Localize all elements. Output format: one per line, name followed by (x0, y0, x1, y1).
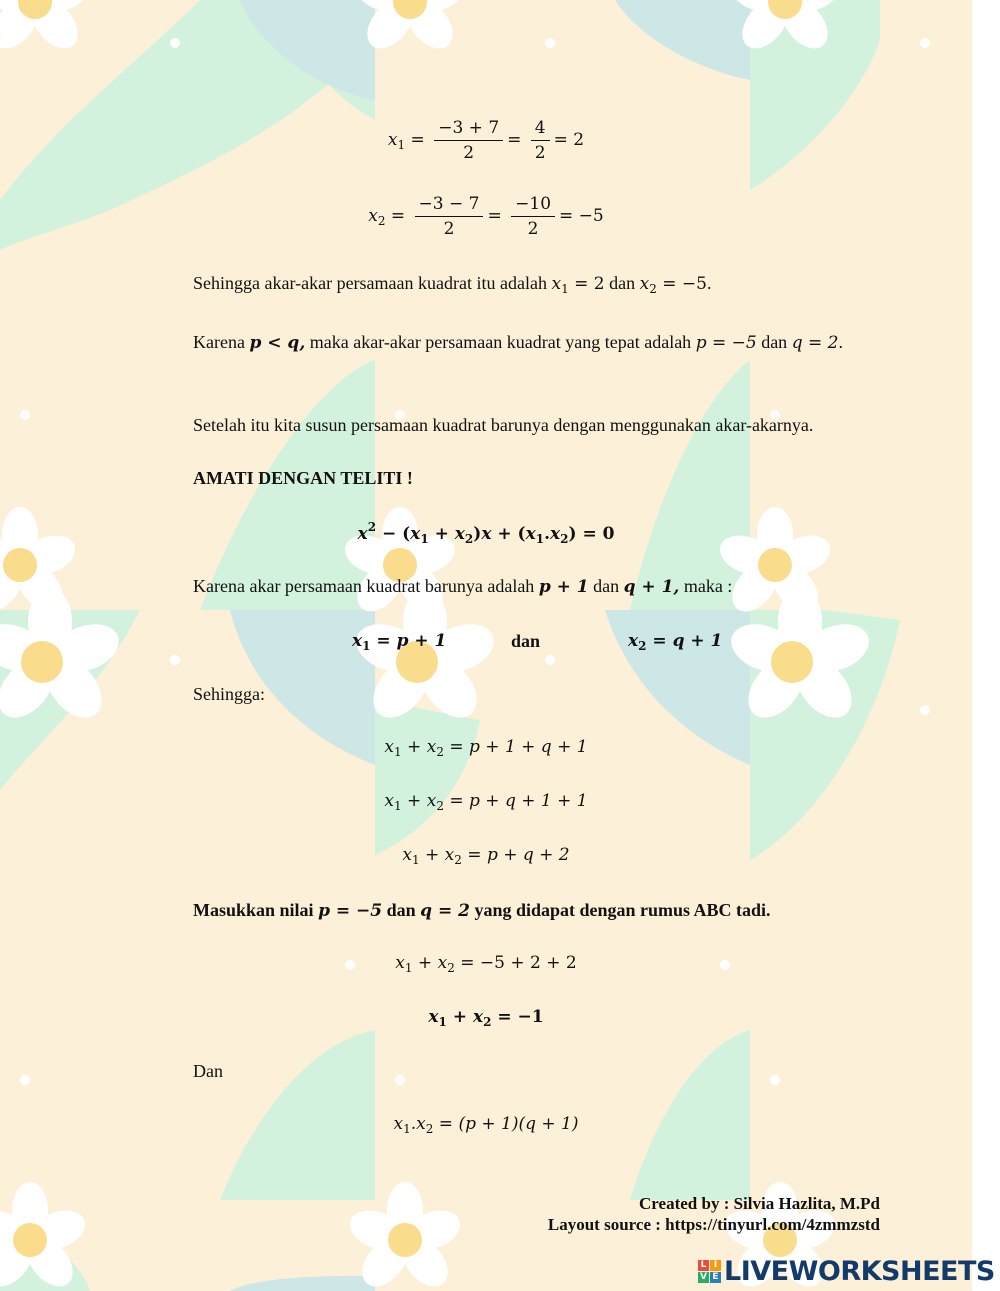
op: + ( (491, 524, 526, 544)
fraction (531, 118, 550, 163)
var: x (393, 1114, 404, 1134)
numerator: −10 (511, 194, 555, 217)
op: + (419, 845, 445, 865)
var: x (402, 845, 412, 865)
subscript: 2 (454, 853, 462, 867)
rhs: = −5 + 2 + 2 (454, 953, 577, 973)
var: x (384, 791, 395, 811)
numerator: −3 − 7 (415, 194, 484, 217)
rhs: = p + 1 + q + 1 (443, 737, 588, 757)
product-line (0, 1114, 972, 1136)
text: maka : (679, 576, 733, 596)
paragraph-condition (193, 325, 880, 360)
heading: AMATI DENGAN TELITI ! (193, 468, 413, 488)
subscript: 1 (411, 853, 420, 867)
fraction (511, 194, 555, 239)
subscript: 2 (436, 745, 444, 759)
text: . (706, 273, 712, 293)
credit-author: Created by : Silvia Hazlita, M.Pd (639, 1194, 880, 1213)
var: x (628, 631, 639, 651)
logo-block: V (698, 1272, 709, 1283)
var: x (384, 737, 395, 757)
subscript: 2 (560, 532, 569, 546)
credits (548, 1193, 880, 1235)
result: = −5 (559, 206, 604, 226)
subscript: 2 (483, 1015, 492, 1029)
denominator: 2 (534, 143, 546, 163)
subscript: 1 (394, 745, 402, 759)
var: x (357, 524, 368, 544)
sum-result (0, 1007, 972, 1029)
subscript: 1 (404, 961, 413, 975)
text: Karena akar persamaan kuadrat barunya adalah (193, 576, 539, 596)
text: Masukkan nilai (193, 900, 319, 920)
var: x (426, 737, 437, 757)
definition-x1 (352, 630, 446, 657)
fraction (415, 194, 484, 239)
logo-text: LIVEWORKSHEETS (724, 1255, 995, 1287)
root-q: q + 1, (623, 577, 680, 597)
paragraph-roots (193, 272, 711, 300)
subscript: 2 (649, 282, 657, 296)
subscript: 2 (638, 639, 647, 653)
rhs: = p + q + 2 (461, 845, 570, 865)
op: + (412, 953, 438, 973)
subscript: 1 (561, 282, 569, 296)
var: x (416, 1114, 426, 1134)
sum-line-3 (0, 845, 972, 867)
var: x (437, 953, 448, 973)
op: ) = 0 (568, 524, 615, 544)
var: x (444, 845, 455, 865)
subscript: 2 (447, 961, 455, 975)
logo-block: L (698, 1260, 709, 1271)
denominator: 2 (443, 219, 455, 239)
var: x (551, 274, 562, 294)
subscript: 1 (403, 1122, 411, 1136)
rhs: = q + 1 (646, 631, 723, 651)
text: Karena (193, 332, 250, 352)
text: dan (756, 332, 792, 352)
var: x (472, 1007, 484, 1027)
var: x (395, 953, 405, 973)
value: = −5 (656, 274, 707, 294)
q-value: q = 2 (791, 333, 839, 353)
paragraph-new-roots (193, 575, 732, 598)
quadratic-formula (0, 520, 972, 546)
op: + (401, 737, 427, 757)
numerator: 4 (531, 118, 550, 141)
paragraph-setup: Setelah itu kita susun persamaan kuadrat barunya dengan menggunakan akar-akarnya. (193, 415, 814, 435)
subscript: 2 (464, 532, 474, 546)
var: x (454, 524, 465, 544)
text: maka akar-akar persamaan kuadrat yang tepat adalah (305, 332, 696, 352)
value: = 2 (568, 274, 605, 294)
label-dan: Dan (193, 1061, 223, 1081)
sum-line-2 (0, 791, 972, 813)
op: . (544, 524, 550, 544)
logo-block: E (710, 1272, 721, 1283)
sum-line-4 (0, 953, 972, 975)
fraction (434, 118, 503, 163)
var: x (428, 1007, 439, 1027)
rhs: = (p + 1)(q + 1) (433, 1114, 579, 1134)
subscript: 2 (425, 1122, 434, 1136)
text: dan (604, 273, 640, 293)
definition-x2 (628, 630, 722, 657)
var: x (481, 524, 492, 544)
subscript: 1 (397, 138, 406, 152)
op: . (410, 1114, 417, 1134)
op: + (446, 1007, 473, 1027)
subscript: 1 (394, 799, 402, 813)
q-value: q = 2 (420, 901, 470, 921)
rhs: = p + q + 1 + 1 (443, 791, 588, 811)
sum-line-1 (0, 737, 972, 759)
result: = 2 (553, 130, 585, 150)
subscript: 1 (438, 1015, 447, 1029)
text: yang didapat dengan rumus ABC tadi. (469, 900, 771, 920)
var: x (525, 524, 536, 544)
var: x (352, 631, 363, 651)
subscript: 2 (436, 799, 444, 813)
equation-x2: $x_2$ = $\frac{-3 - 7}{2}$ = $\frac{-10}{2}$ = −5 (368, 194, 604, 239)
root-p: p + 1 (538, 577, 589, 597)
p-value: p = −5 (318, 901, 383, 921)
logo-block: I (710, 1260, 721, 1271)
paragraph-substitute (193, 899, 771, 922)
credit-layout-source[interactable]: Layout source : https://tinyurl.com/4zmmzstd (547, 1215, 880, 1234)
liveworksheets-logo[interactable] (698, 1255, 995, 1287)
denominator: 2 (463, 143, 475, 163)
subscript: 2 (377, 214, 386, 228)
definition-dan: dan (511, 631, 541, 651)
exponent: 2 (367, 520, 377, 534)
p-value: p = −5 (695, 333, 757, 353)
var: x (368, 206, 378, 226)
denominator: 2 (527, 219, 539, 239)
text: dan (588, 576, 624, 596)
op: − ( (376, 524, 411, 544)
subscript: 1 (420, 532, 429, 546)
rhs: = p + 1 (370, 631, 447, 651)
label-sehingga: Sehingga: (193, 684, 265, 704)
var: x (639, 274, 650, 294)
logo-icon (698, 1260, 721, 1283)
subscript: 1 (362, 639, 371, 653)
var: x (387, 130, 398, 150)
op: ) (473, 524, 482, 544)
var: x (426, 791, 437, 811)
op: + (428, 524, 455, 544)
text: Sehingga akar-akar persamaan kuadrat itu adalah (193, 273, 552, 293)
text: . (838, 332, 843, 352)
condition: p < q, (249, 333, 306, 353)
var: x (410, 524, 421, 544)
text: dan (382, 900, 421, 920)
subscript: 1 (535, 532, 545, 546)
op: + (401, 791, 427, 811)
rhs: = −1 (491, 1007, 544, 1027)
var: x (550, 524, 561, 544)
equation-x1: $x_1$ = $\frac{-3 + 7}{2}$ = $\frac{4}{2}$ = 2 (387, 118, 585, 163)
numerator: −3 + 7 (434, 118, 503, 141)
